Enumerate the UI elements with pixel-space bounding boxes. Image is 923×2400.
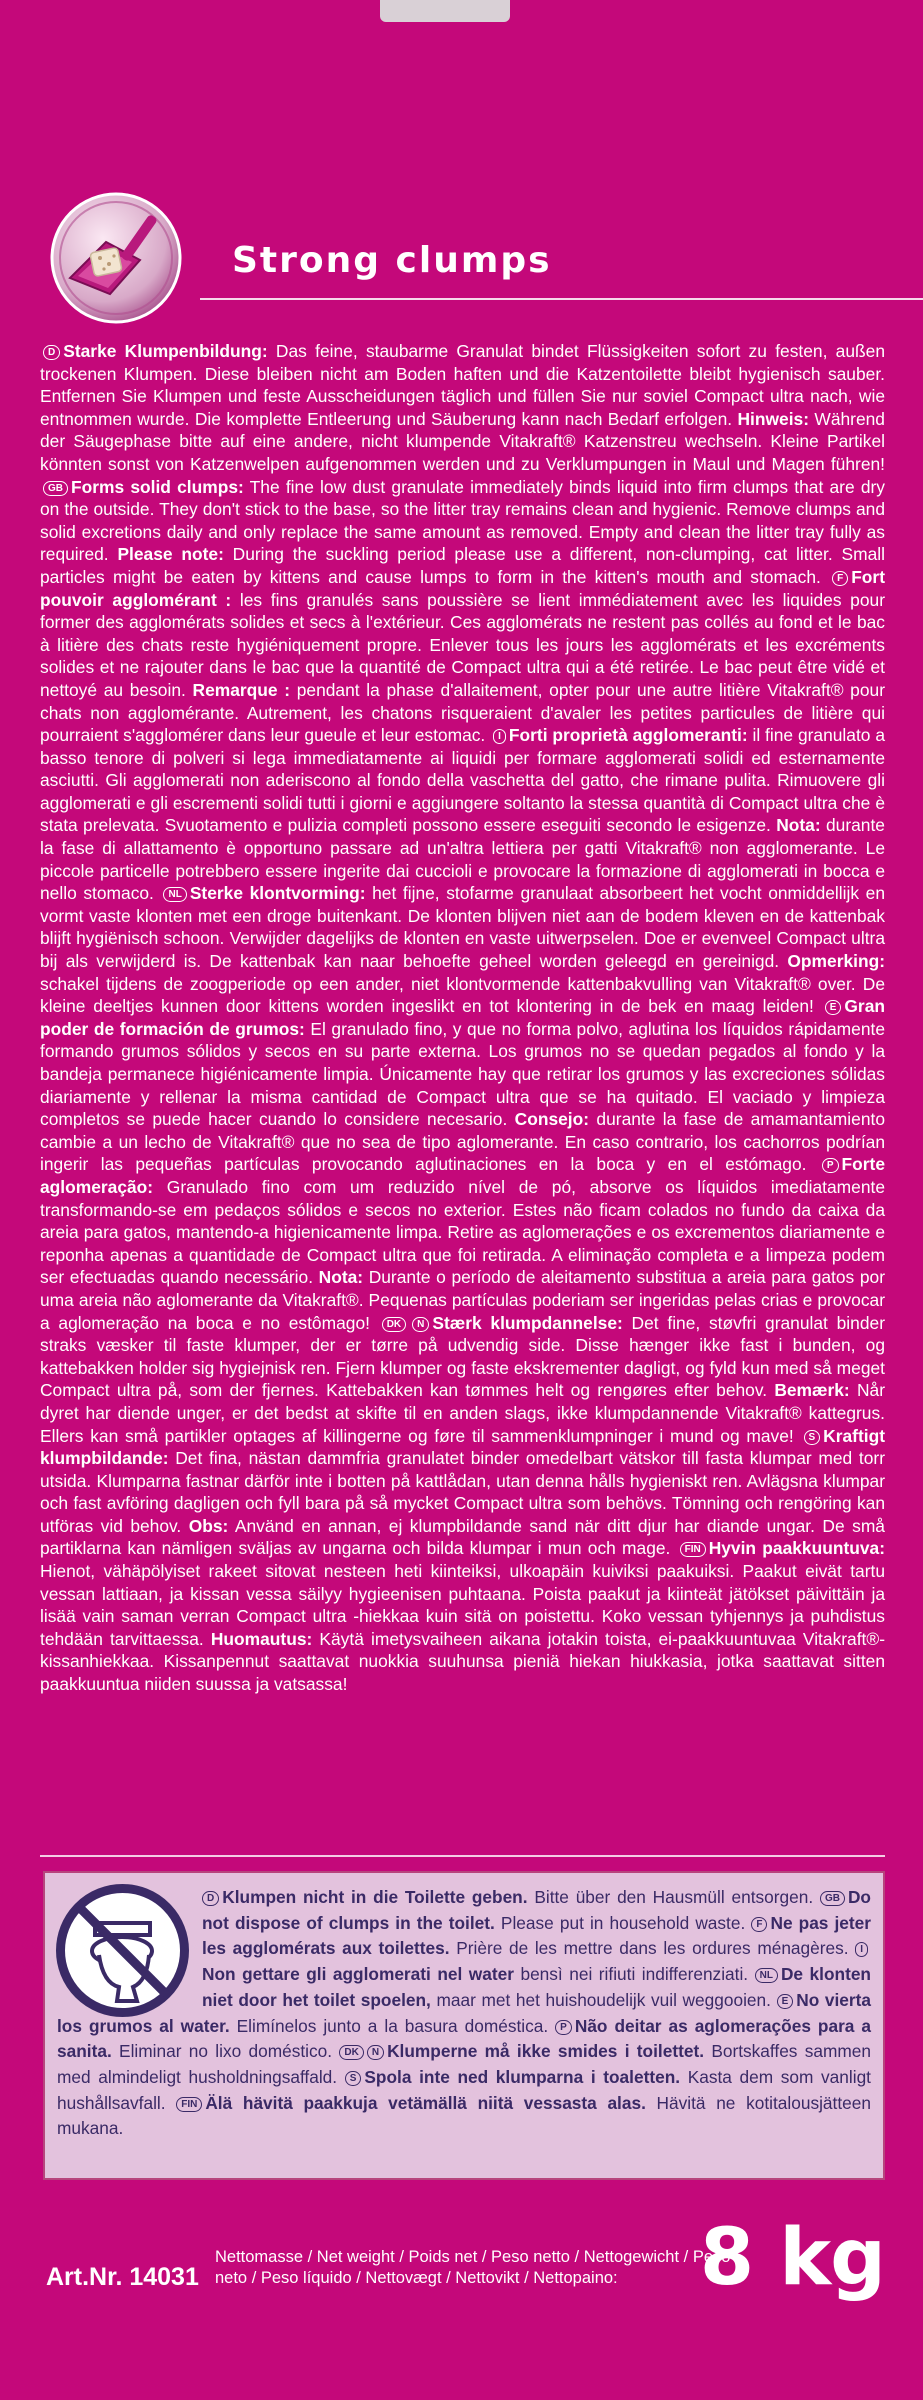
body-text: Det fina, nästan dammfria granulatet binder omedelbart vätskor till fasta klumpar med torr utsida. Klumparna fastnar därför inte i botten på kattlådan, utan denna hålls hygieniskt ren. Avlägsna klumpar och fast avföring dagligen och fyll bara på så mycket Compact ultra som behövs. Tömning och rengöring kan utföras vid behov. (40, 1448, 885, 1536)
body-text: pendant la phase d'allaitement, opter pour une autre litière Vitakraft® pour chats non agglomérante. Autrement, les chatons risqueraient d'avaler les petites particules de litière qui pourraient s'agglomérer dans leur gueule et leur estomac. (40, 679, 885, 746)
section-heading: Nota: (318, 1267, 364, 1288)
body-text: Während der Säugephase bitte auf eine andere, nicht klumpende Vitakraft® Katzenstreu wechseln. Kleine Partikel könnten sonst von Katzenwelpen aufgenommen werden und zu Verklumpungen in Maul und Magen führen! (40, 408, 885, 474)
language-code-badge: F (832, 571, 848, 586)
package-top-tab (380, 0, 510, 22)
body-text: Bitte über den Hausmüll entsorgen. (527, 1887, 820, 1907)
body-text: Das feine, staubarme Granulat bindet Flüssigkeiten sofort zu festen, außen trockenen Klumpen. Diese bleiben nicht am Boden haften und die Katzentoilette bleibt hygienisch sauber. Entfernen Sie Klumpen und feste Ausscheidungen täglich und füllen Sie nur soviel Compact ultra nach, wie entnommen wurde. Die komplette Entleerung und Säuberung kann nach Bedarf erfolgen. (40, 341, 885, 429)
language-code-badge: N (412, 1317, 429, 1332)
language-code-badge: I (855, 1942, 868, 1957)
body-text: bensì nei rifiuti indifferenziati. (513, 1964, 755, 1985)
body-text: Använd en annan, ej klumpbildande sand när ditt djur har diande ungar. De små partiklarna kan nämligen sväljas av ungarna och bilda klumpar i mun och mage. (40, 1515, 885, 1559)
section-heading: Non gettare gli agglomerati nel water (202, 1964, 514, 1985)
language-code-badge: FIN (680, 1542, 706, 1557)
section-heading: Hyvin paakkuuntuva: (708, 1538, 885, 1559)
page-title: Strong clumps (232, 240, 552, 281)
language-code-badge: FIN (176, 2097, 202, 2112)
section-heading: Sterke klontvorming: (189, 883, 366, 904)
section-heading: Please note: (117, 544, 224, 565)
disposal-notice (43, 1871, 885, 2180)
section-heading: Bemærk: (774, 1380, 850, 1401)
language-code-badge: NL (163, 887, 186, 902)
section-heading: Huomautus: (210, 1628, 313, 1649)
body-text: Når dyret har diende unger, er det bedst at skifte til en anden slags, ikke klumpdannende Vitakraft® kattegrus. Ellers kan små partikler optages af killingerne og føre til sammenklumpninger i mund og mave! (40, 1380, 885, 1446)
section-heading: Opmerking: (787, 951, 885, 972)
section-heading: Klumpen nicht in die Toilette geben. (222, 1887, 528, 1907)
body-text: Eliminar no lixo doméstico. (111, 2041, 340, 2062)
icon-spacer (57, 1885, 202, 2013)
section-heading: Kraftigt klumpbildande: (40, 1425, 885, 1469)
language-code-badge: DK (382, 1317, 406, 1332)
language-code-badge: D (43, 345, 60, 360)
net-weight-label: Nettomasse / Net weight / Poids net / Peso netto / Nettogewicht / Peso neto / Peso líquido / Nettovægt / Nettovikt / Nettopaino: (215, 2248, 731, 2287)
language-code-badge: P (822, 1158, 839, 1173)
language-code-badge: NL (755, 1968, 778, 1983)
language-code-badge: E (825, 1000, 842, 1015)
litter-scoop-icon (48, 190, 184, 326)
footer (40, 2195, 885, 2315)
body-text: Hävitä ne kotitalousjätteen mukana. (57, 2092, 871, 2139)
language-code-badge: GB (820, 1891, 845, 1906)
section-heading: No vierta los grumos al water. (57, 1989, 871, 2036)
body-text: Prière de les mettre dans les ordures ménagères. (449, 1938, 856, 1959)
body-text: het fijne, stofarme granulaat absorbeert het vocht onmiddellijk en vormt vaste klonten met een droge buitenkant. De klonten blijven niet aan de bodem kleven en de kattenbak blijft hygiënisch schoon. Verwijder dagelijks de klonten en vaste uitwerpselen. Doe er evenveel Compact ultra bij als verwijderd is. De kattenbak kan naar behoefte geheel worden geleegd en gereinigd. (40, 883, 885, 972)
language-code-badge: S (804, 1430, 821, 1445)
body-text: Granulado fino com um reduzido nível de pó, absorve os líquidos imediatamente transformando-se em pedaços sólidos e secos no exterior. Estes não ficam colados no fundo da caixa da areia para gatos, mantendo-a higienicamente limpa. Retire as aglomerações e os excrementos diariamente e reponha apenas a quantidade de Compact ultra que foi retirada. A eliminação completa e a limpeza podem ser efectuadas quando necessário. (40, 1176, 885, 1288)
section-heading: Remarque : (192, 679, 291, 700)
body-text: Det fine, støvfri granulat binder straks væsker til faste klumper, der er tørre på udvendig side. Disse hænger ikke fast i bunden, og kattebakken holder sig hygiejnisk ren. Fjern klumper og faste ekskrementer dagligt, og fyld kun med så meget Compact ultra på, som der fjernes. Kattebakken kan tømmes helt og rengøres efter behov. (40, 1312, 885, 1401)
section-heading: Starke Klumpenbildung: (63, 341, 268, 361)
body-text: The fine low dust granulate immediately binds liquid into firm clumps that are dry on the outside. They don't stick to the base, so the litter tray remains clean and hygienic. Remove clumps and solid excretions daily and only replace the same amount as removed. Empty and clean the litter tray fully as required. (40, 476, 885, 565)
body-text: During the suckling period please use a different, non-clumping, cat litter. Small particles might be eaten by kittens and cause lumps to form in the kitten's mouth and stomach. (40, 544, 885, 587)
section-heading: De klonten niet door het toilet spoelen, (202, 1964, 871, 2010)
body-text: Please put in household waste. (494, 1912, 752, 1933)
section-heading: Do not dispose of clumps in the toilet. (202, 1887, 871, 1933)
body-text: El granulado fino, y que no forma polvo, aglutina los líquidos rápidamente formando grumos sólidos y secos en su parte externa. Los grumos no se quedan pegados al fondo y la bandeja permanece higiénicamente limpia. Únicamente hay que retirar los grumos y las excreciones sólidas diariamente y rellenar la misma cantidad de Compact ultra que se ha quitado. El vaciado y limpieza completos se puede hacer cuando lo considere necesario. (40, 1018, 886, 1130)
section-heading: Forms solid clumps: (71, 476, 244, 497)
section-heading: Nota: (776, 815, 821, 836)
net-weight-value: 8 kg (699, 2213, 885, 2303)
section-heading: Obs: (188, 1515, 229, 1536)
section-heading: Fort pouvoir agglomérant : (40, 566, 885, 610)
body-text: durante la fase di allattamento è opportuno passare ad un'altra lettiera per gatti Vitakraft® non agglomerante. Le piccole particelle potrebbero essere ingerite dai cuccioli e provocare la formazione di agglomerati in bocca e nello stomaco. (40, 815, 885, 904)
section-heading: Forti proprietà agglomeranti: (508, 725, 748, 746)
section-heading: Forte aglomeração: (40, 1154, 885, 1197)
title-divider (200, 298, 923, 300)
instructions-text (40, 340, 885, 1696)
language-code-badge: D (202, 1891, 219, 1906)
language-code-badge: I (493, 729, 506, 744)
language-code-badge: E (777, 1994, 794, 2009)
body-text: Elimínelos junto a la basura doméstica. (229, 2015, 556, 2036)
section-divider (40, 1855, 885, 1857)
section-heading: Spola inte ned klumparna i toaletten. (364, 2066, 681, 2087)
body-text: schakel tijdens de zoogperiode op een ander, niet klontvormende kattenbakvulling van Vitakraft® over. De kleine deeltjes kunnen door kittens worden ingeslikt en tot klontering in de bek en maag leiden! (40, 973, 885, 1017)
header (40, 190, 890, 340)
body-text: les fins granulés sans poussière se lient immédiatement avec les liquides pour former des agglomérats solides et secs à l'extérieur. Ces agglomérats ne restent pas collés au fond et le bac à litière des chats reste hygiéniquement propre. Enlever tous les jours les agglomérats et les excréments solides et ne rajouter dans le bac que la quantité de Compact ultra qui a été retirée. Le bac peut être vidé et nettoyé au besoin. (40, 589, 885, 700)
body-text: maar met het huishoudelijk vuil weggooien. (430, 1989, 777, 2010)
body-text: Kasta dem som vanligt hushållsavfall. (57, 2066, 871, 2113)
body-text: Hienot, vähäpölyiset rakeet sitovat nesteen heti kiinteiksi, ulkoapäin kuiviksi paakuiksi. Paakut eivät tartu vessan lattiaan, ja kissan vessa säilyy hygieenisen puhtaana. Poista paakut ja kiinteät jätökset päivittäin ja lisää vain saman verran Compact ultra -hiekkaa kuin sitä on poistettu. Koko vessan tyhjennys ja puhdistus tehdään tarvittaessa. (40, 1561, 885, 1649)
language-code-badge: GB (43, 481, 68, 496)
language-code-badge: DK (339, 2045, 363, 2060)
section-heading: Ne pas jeter les agglomérats aux toilettes. (202, 1912, 872, 1959)
body-text: durante la fase de amamantamiento cambie a un lecho de Vitakraft® que no sea de tipo aglomerante. En caso contrario, los cachorros podrían ingerir las pequeñas partículas provocando aglutinaciones en la boca y en el estómago. (40, 1109, 885, 1175)
section-heading: Klumperne må ikke smides i toilettet. (387, 2041, 705, 2062)
section-heading: Stærk klumpdannelse: (432, 1312, 623, 1333)
section-heading: Não deitar as aglomerações para a sanita. (57, 2015, 871, 2062)
body-text: Käytä imetysvaiheen aikana jotakin toista, ei-paakkuuntuvaa Vitakraft®-kissanhiekkaa. Kissanpennut saattavat nuokkia suuhunsa pieniä hiekan hiukkasia, jotka saattavat sitten paakkuuntua niiden suussa ja vatsassa! (40, 1628, 885, 1695)
language-code-badge: S (345, 2071, 362, 2086)
body-text: Durante o período de aleitamento substitua a areia para gatos por uma areia não aglomerante da Vitakraft®. Pequenas partículas poderiam ser ingeridas pelas crias e provocar a aglomeração na boca e no estômago! (40, 1267, 885, 1333)
body-text: il fine granulato a basso tenore di polveri si lega immediatamente ai liquidi per formare agglomerati solidi ed esternamente asciutti. Gli agglomerati non aderiscono al fondo della vaschetta del gatto, che rimane pulita. Rimuovere gli agglomerati e gli escrementi solidi tutti i giorni e aggiungere soltanto la stessa quantità di Compact ultra che è stata prelevata. Svuotamento e pulizia completi possono essere eseguiti secondo le esigenze. (40, 725, 885, 836)
section-heading: Älä hävitä paakkuja vetämällä niitä vessasta alas. (205, 2092, 646, 2113)
article-number: Art.Nr. 14031 (46, 2263, 199, 2291)
disposal-text (57, 1885, 871, 2142)
body-text: Bortskaffes sammen med almindeligt husholdningsaffald. (57, 2041, 872, 2087)
section-heading: Gran poder de formación de grumos: (40, 996, 885, 1039)
language-code-badge: P (555, 2020, 572, 2035)
section-heading: Consejo: (514, 1109, 590, 1130)
language-code-badge: F (751, 1917, 767, 1932)
section-heading: Hinweis: (737, 408, 810, 429)
language-code-badge: N (367, 2045, 384, 2060)
